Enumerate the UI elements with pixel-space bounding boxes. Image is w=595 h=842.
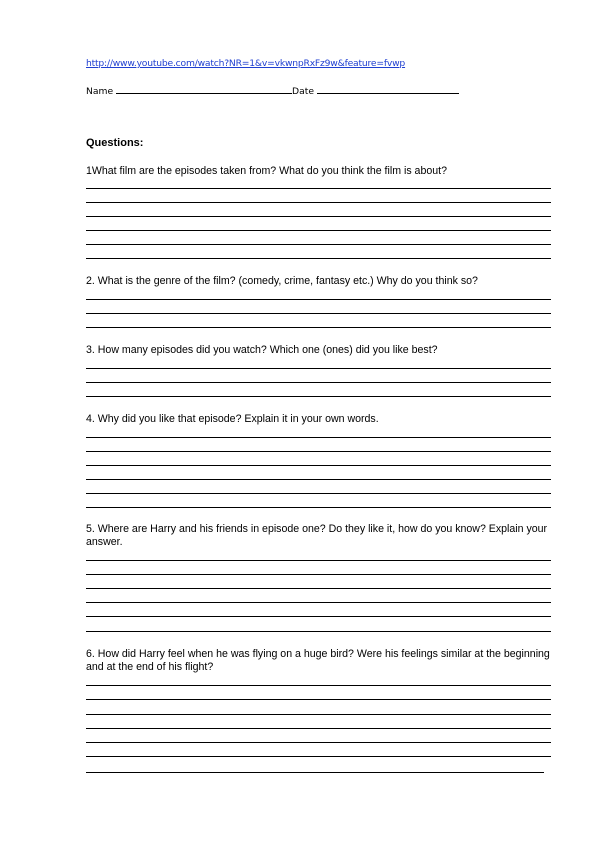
- questions-heading: Questions:: [86, 137, 144, 149]
- date-blank[interactable]: [317, 84, 459, 94]
- answer-line: [86, 616, 551, 617]
- answer-line: [86, 714, 551, 715]
- answer-line: [86, 202, 551, 203]
- answer-line: [86, 396, 551, 397]
- name-date-row: [86, 84, 459, 97]
- youtube-link[interactable]: http://www.youtube.com/watch?NR=1&v=vkwnpRxFz9w&feature=fvwp: [86, 58, 406, 69]
- answer-line: [86, 772, 544, 773]
- answer-line: [86, 382, 551, 383]
- answer-line: [86, 216, 551, 217]
- question-6: 6. How did Harry feel when he was flying on a huge bird? Were his feelings similar at the beginning and at the end of his flight?: [86, 648, 550, 673]
- answer-line: [86, 188, 551, 189]
- answer-line: [86, 728, 551, 729]
- answer-line: [86, 493, 551, 494]
- answer-line: [86, 327, 551, 328]
- answer-line: [86, 479, 551, 480]
- question-5: 5. Where are Harry and his friends in episode one? Do they like it, how do you know? Explain your answer.: [86, 523, 548, 548]
- question-4: 4. Why did you like that episode? Explain it in your own words.: [86, 413, 379, 425]
- answer-line: [86, 437, 551, 438]
- question-2: 2. What is the genre of the film? (comedy, crime, fantasy etc.) Why do you think so?: [86, 275, 478, 287]
- answer-line: [86, 299, 551, 300]
- date-label: Date: [292, 86, 314, 97]
- name-label: Name: [86, 86, 114, 97]
- answer-line: [86, 574, 551, 575]
- name-blank[interactable]: [116, 84, 292, 94]
- answer-line: [86, 756, 551, 757]
- answer-line: [86, 588, 551, 589]
- answer-line: [86, 631, 551, 632]
- answer-line: [86, 244, 551, 245]
- question-3: 3. How many episodes did you watch? Which one (ones) did you like best?: [86, 344, 438, 356]
- answer-line: [86, 742, 551, 743]
- answer-line: [86, 368, 551, 369]
- answer-line: [86, 230, 551, 231]
- answer-line: [86, 560, 551, 561]
- answer-line: [86, 699, 551, 700]
- question-1: 1What film are the episodes taken from? What do you think the film is about?: [86, 165, 447, 177]
- answer-line: [86, 602, 551, 603]
- answer-line: [86, 451, 551, 452]
- answer-line: [86, 258, 551, 259]
- answer-line: [86, 313, 551, 314]
- answer-line: [86, 685, 551, 686]
- answer-line: [86, 465, 551, 466]
- answer-line: [86, 507, 551, 508]
